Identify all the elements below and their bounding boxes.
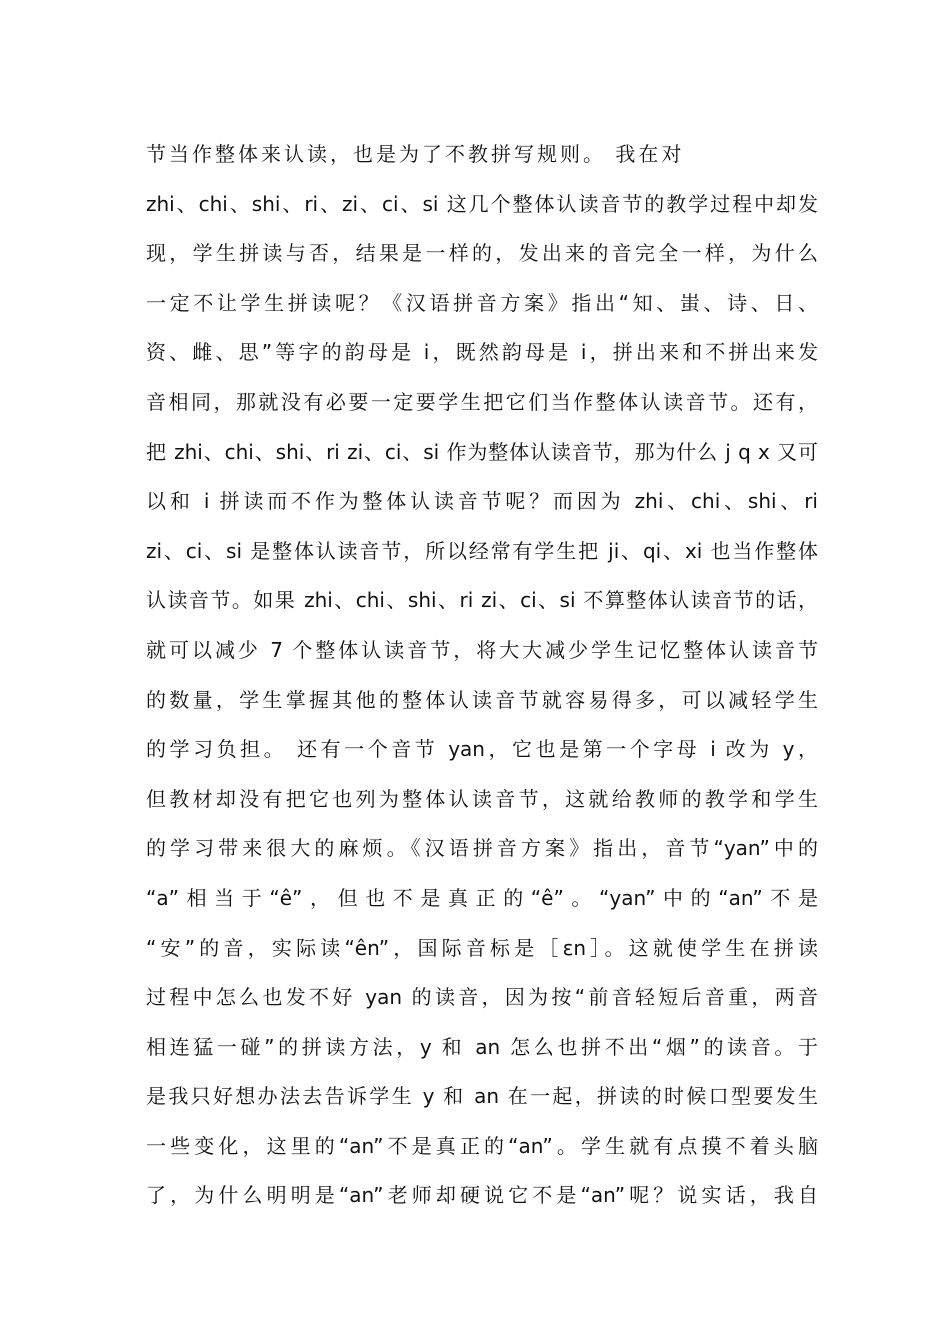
text-line-21: 一些变化，这里的“an”不是真正的“an”。学生就有点摸不着头脑 <box>146 1133 818 1158</box>
body-text <box>146 130 818 1221</box>
text-line-5: 资、雌、思”等字的韵母是 i，既然韵母是 i，拼出来和不拼出来发 <box>146 340 818 365</box>
text-line-10: 认读音节。如果 zhi、chi、shi、ri zi、ci、si 不算整体认读音节的话， <box>146 588 818 613</box>
text-line-3: 现，学生拼读与否，结果是一样的，发出来的音完全一样，为什么 <box>146 241 818 266</box>
text-line-7: 把 zhi、chi、shi、ri zi、ci、si 作为整体认读音节，那为什么 j q x 又可 <box>146 439 818 464</box>
text-line-8: 以和 i 拼读而不作为整体认读音节呢？而因为 zhi、chi、shi、ri <box>146 489 818 514</box>
text-line-14: 但教材却没有把它也列为整体认读音节，这就给教师的教学和学生 <box>146 786 818 811</box>
text-line-18: 过程中怎么也发不好 yan 的读音，因为按“前音轻短后音重，两音 <box>146 985 818 1010</box>
text-line-20: 是我只好想办法去告诉学生 y 和 an 在一起，拼读的时候口型要发生 <box>146 1084 818 1109</box>
text-line-4: 一定不让学生拼读呢？《汉语拼音方案》指出“知、蚩、诗、日、 <box>146 290 818 315</box>
text-line-9: zi、ci、si 是整体认读音节，所以经常有学生把 ji、qi、xi 也当作整体 <box>146 538 818 563</box>
text-line-19: 相连猛一碰”的拼读方法，y 和 an 怎么也拼不出“烟”的读音。于 <box>146 1034 818 1059</box>
text-line-11: 就可以减少 7 个整体认读音节，将大大减少学生记忆整体认读音节 <box>146 637 818 662</box>
text-line-22: 了，为什么明明是“an”老师却硬说它不是“an”呢？说实话，我自 <box>146 1183 818 1208</box>
text-line-6: 音相同，那就没有必要一定要学生把它们当作整体认读音节。还有， <box>146 389 818 414</box>
text-line-12: 的数量，学生掌握其他的整体认读音节就容易得多，可以减轻学生 <box>146 687 818 712</box>
text-line-16: “a”相当于“ê”，但也不是真正的“ê”。“yan”中的“an”不是 <box>146 885 818 910</box>
text-line-17: “安”的音，实际读“ên”，国际音标是［εn］。这就使学生在拼读 <box>146 935 818 960</box>
text-line-15: 的学习带来很大的麻烦。《汉语拼音方案》指出，音节“yan”中的 <box>146 836 818 861</box>
text-line-13: 的学习负担。 还有一个音节 yan，它也是第一个字母 i 改为 y， <box>146 737 818 762</box>
text-line-1: 节当作整体来认读，也是为了不教拼写规则。 我在对 <box>146 142 685 166</box>
text-line-2: zhi、chi、shi、ri、zi、ci、si 这几个整体认读音节的教学过程中却发 <box>146 191 818 216</box>
